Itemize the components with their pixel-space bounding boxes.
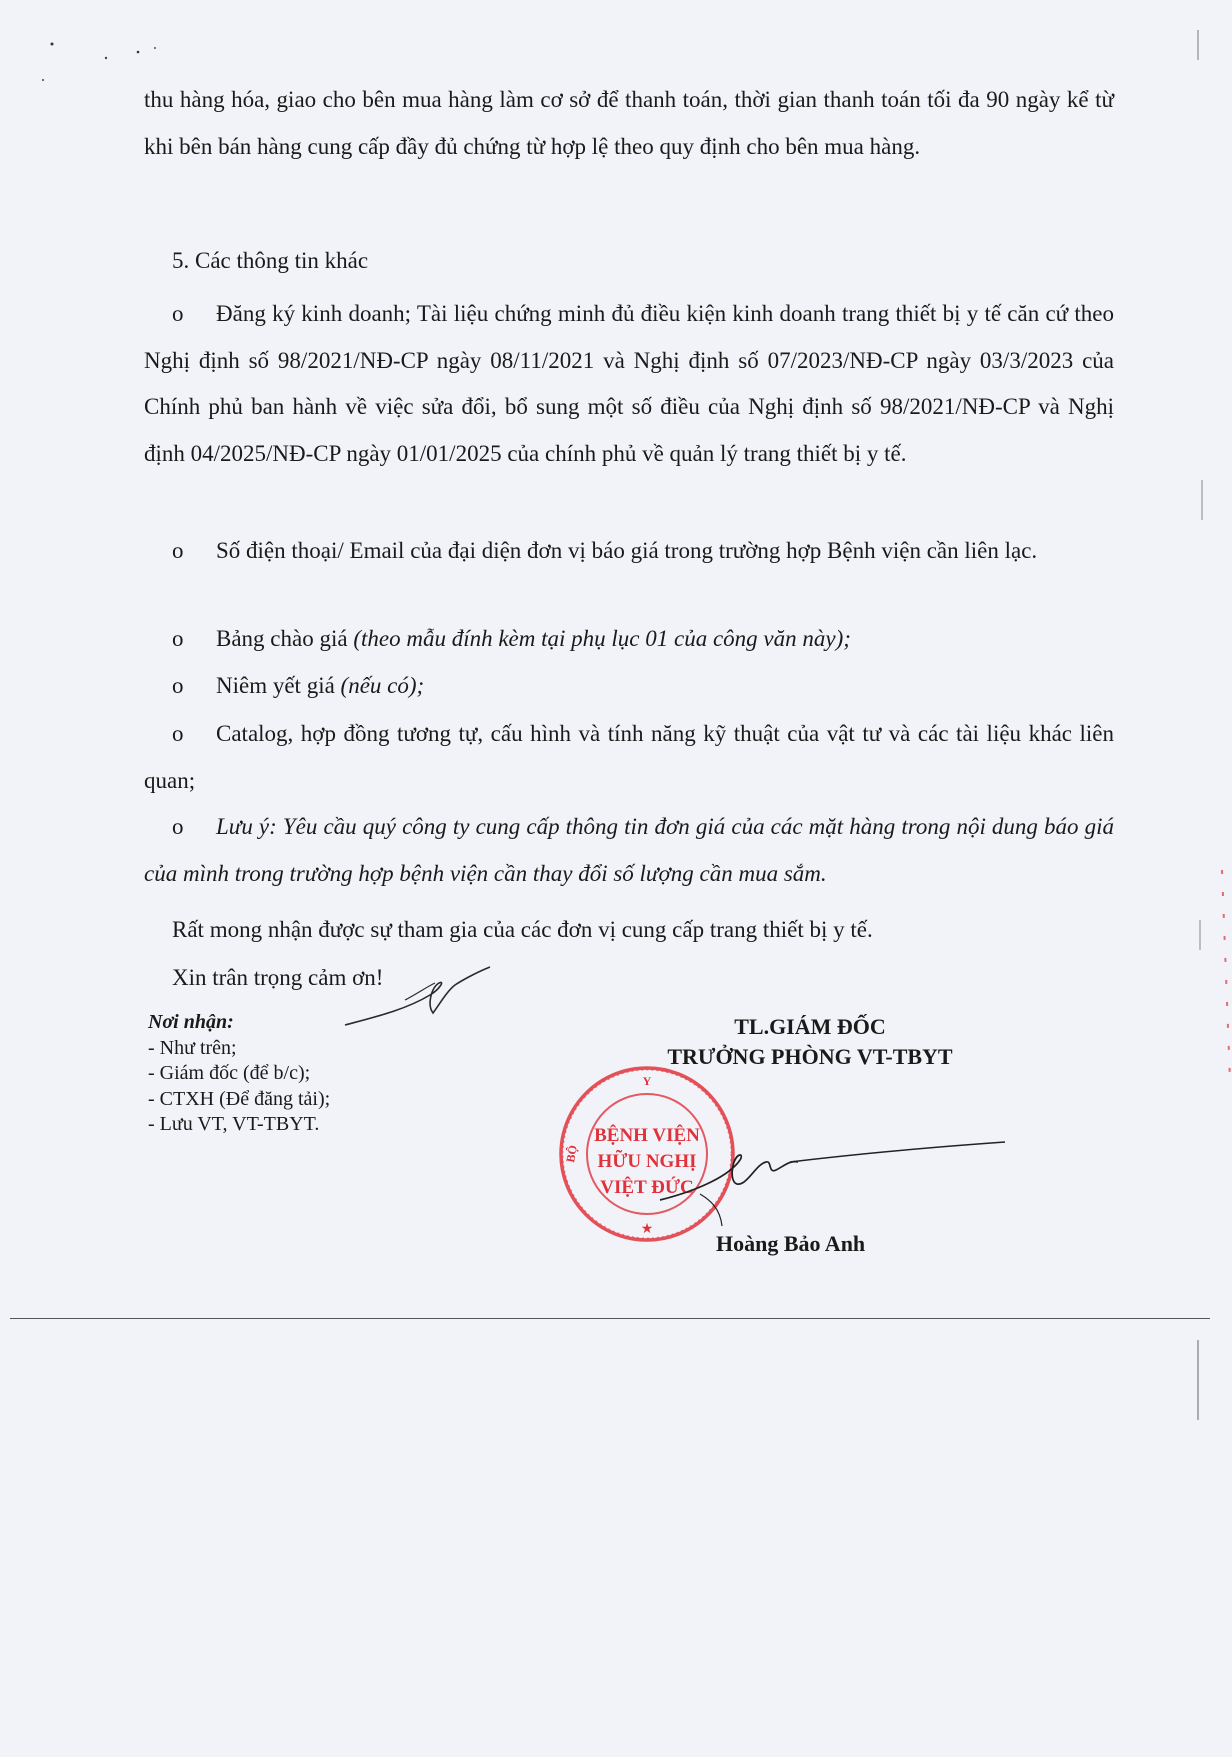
list-item-note: o Lưu ý: Yêu cầu quý công ty cung cấp thông tin đơn giá của các mặt hàng trong nội dung báo giá của mình trong trường hợp bệnh viện cần thay đổi số lượng cần mua sắm. [144, 804, 1114, 897]
signature-title-2: TRƯỞNG PHÒNG VT-TBYT [667, 1044, 953, 1069]
closing-line-1: Rất mong nhận được sự tham gia của các đơn vị cung cấp trang thiết bị y tế. [172, 917, 873, 942]
list-item: o Bảng chào giá (theo mẫu đính kèm tại phụ lục 01 của công văn này); [144, 616, 1114, 663]
bullet-marker: o [172, 301, 184, 326]
recipient-item: - Giám đốc (để b/c); [148, 1062, 311, 1084]
bullet-marker: o [172, 538, 184, 563]
bullet-marker: o [172, 721, 184, 746]
recipient-item: - CTXH (Để đăng tải); [148, 1087, 331, 1110]
initial-signature [335, 955, 495, 1035]
bullet-marker: o [172, 673, 184, 698]
director-signature [640, 1130, 1010, 1240]
stamp-line-3: VIỆT ĐỨC [600, 1177, 694, 1198]
list-item: o Số điện thoại/ Email của đại diện đơn vị báo giá trong trường hợp Bệnh viện cần liên lạc. [144, 528, 1114, 575]
recipient-item: - Lưu VT, VT-TBYT. [148, 1113, 320, 1135]
svg-text:★: ★ [640, 1221, 654, 1237]
stamp-line-2: HỮU NGHỊ [597, 1151, 697, 1172]
signer-name: Hoàng Bảo Anh [716, 1231, 866, 1256]
stamp-line-1: BỆNH VIỆN [594, 1125, 700, 1146]
list-item: o Catalog, hợp đồng tương tự, cấu hình và tính năng kỹ thuật của vật tư và các tài liệu khác liên quan; [144, 711, 1114, 804]
list-item: o Niêm yết giá (nếu có); [144, 663, 1114, 710]
closing-line-2: Xin trân trọng cảm ơn! [172, 965, 384, 990]
recipients-heading: Nơi nhận: [148, 1011, 234, 1033]
list-item: o Đăng ký kinh doanh; Tài liệu chứng minh đủ điều kiện kinh doanh trang thiết bị y tế căn cứ theo Nghị định số 98/2021/NĐ-CP ngày 08/11/2021 và Nghị định số 07/2023/NĐ-CP ngày 03/3/2023 của Chính phủ ban hành về việc sửa đổi, bổ sung một số điều của Nghị định số 98/2021/NĐ-CP và Nghị định 04/2025/NĐ-CP ngày 01/01/2025 của chính phủ về quản lý trang thiết bị y tế. [144, 291, 1114, 477]
svg-text:Y: Y [642, 1074, 652, 1088]
svg-text:BỘ: BỘ [563, 1144, 580, 1164]
bullet-marker: o [172, 814, 184, 839]
continuation-paragraph: thu hàng hóa, giao cho bên mua hàng làm cơ sở để thanh toán, thời gian thanh toán tối đa 90 ngày kể từ khi bên bán hàng cung cấp đầy đủ chứng từ hợp lệ theo quy định cho bên mua hàng. [144, 87, 1114, 159]
section-5-heading: 5. Các thông tin khác [172, 248, 369, 273]
edge-artifacts [1196, 20, 1232, 1460]
recipients-block [148, 1010, 330, 1138]
bullet-marker: o [172, 626, 184, 651]
recipient-item: - Như trên; [148, 1036, 237, 1059]
scan-specks [40, 30, 160, 90]
page-divider [10, 1318, 1210, 1319]
signature-title-1: TL.GIÁM ĐỐC [734, 1014, 886, 1039]
